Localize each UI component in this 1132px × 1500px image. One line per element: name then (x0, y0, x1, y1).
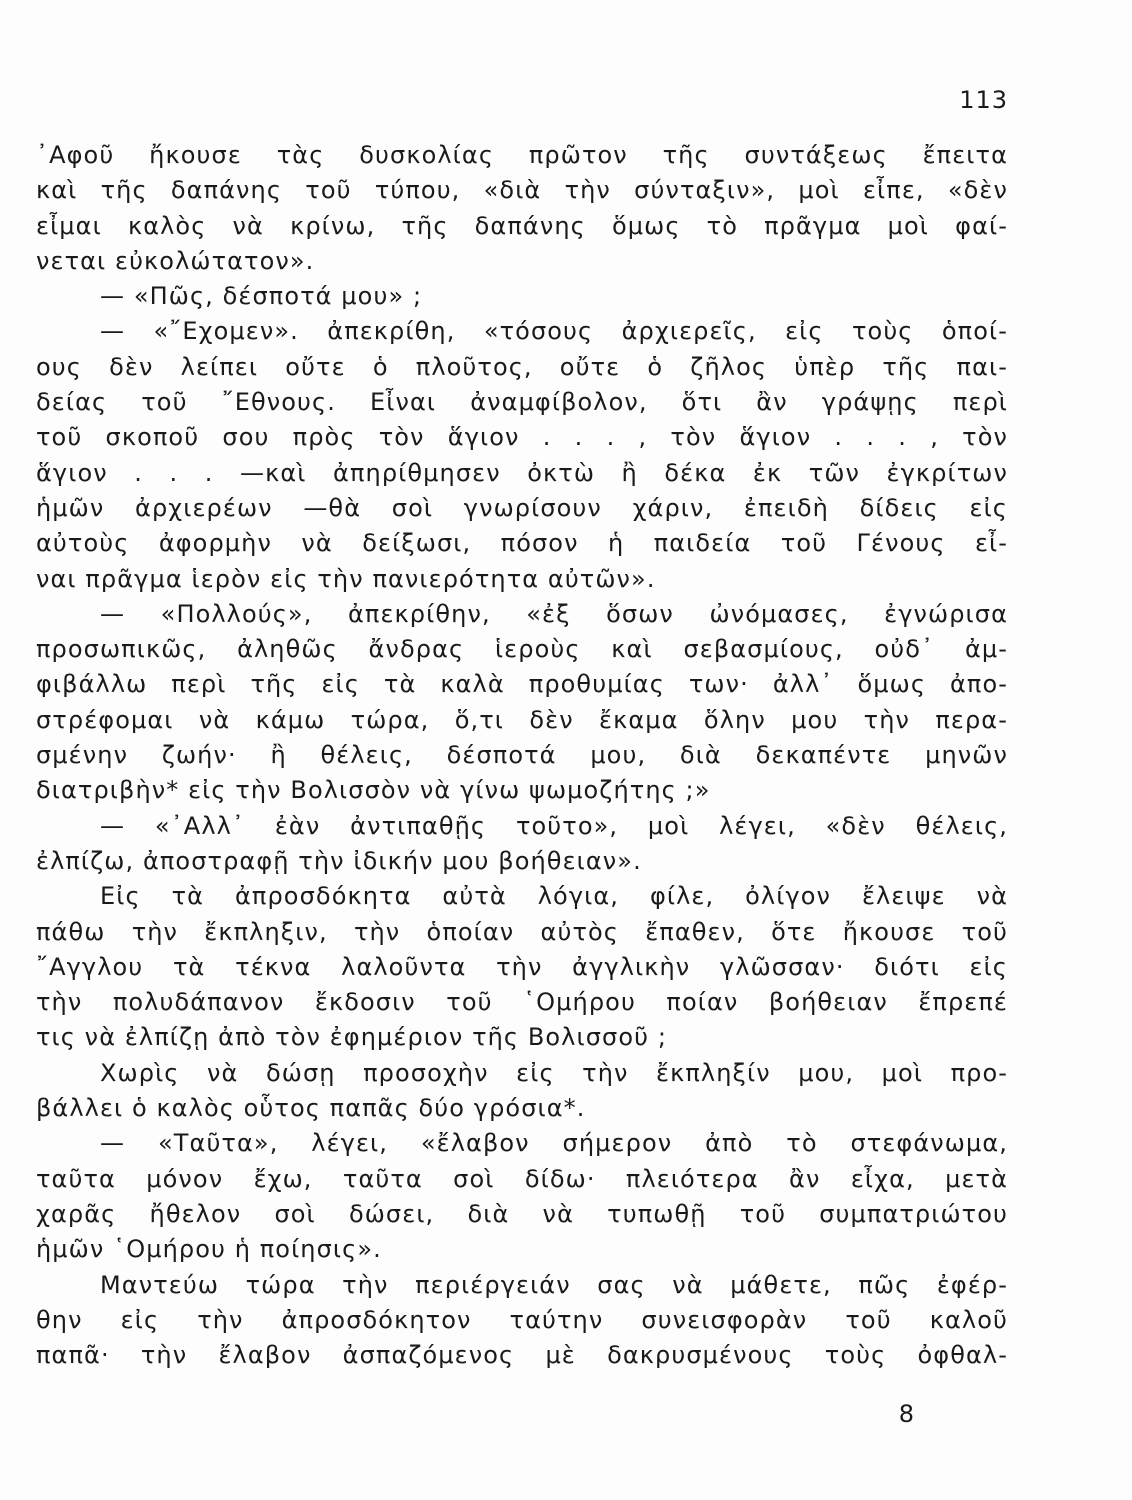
text-line: ἅγιον . . . —καὶ ἀπηρίθμησεν ὀκτὼ ἢ δέκα ἐκ τῶν ἐγκρίτων (36, 458, 1008, 487)
signature-mark: 8 (898, 1400, 914, 1428)
text-line: — «᾿Αλλ᾿ ἐὰν ἀντιπαθῇς τοῦτο», μοὶ λέγει, «δὲν θέλεις, (100, 811, 1008, 840)
text-line: Εἰς τὰ ἀπροσδόκητα αὐτὰ λόγια, φίλε, ὀλίγον ἔλειψε νὰ (100, 882, 1008, 911)
text-line: πάθω τὴν ἔκπληξιν, τὴν ὁποίαν αὐτὸς ἔπαθεν, ὅτε ἤκουσε τοῦ (36, 917, 1008, 946)
text-line: Μαντεύω τώρα τὴν περιέργειάν σας νὰ μάθετε, πῶς ἐφέρ- (100, 1270, 1008, 1299)
page-number: 113 (959, 86, 1008, 114)
text-line: ἡμῶν ἀρχιερέων —θὰ σοὶ γνωρίσουν χάριν, ἐπειδὴ δίδεις εἰς (36, 493, 1008, 522)
text-line: Χωρὶς νὰ δώσῃ προσοχὴν εἰς τὴν ἔκπληξίν μου, μοὶ προ- (100, 1058, 1008, 1087)
text-line: ῎Αγγλου τὰ τέκνα λαλοῦντα τὴν ἀγγλικὴν γλῶσσαν· διότι εἰς (36, 952, 1008, 981)
text-line: προσωπικῶς, ἀληθῶς ἄνδρας ἱεροὺς καὶ σεβασμίους, οὐδ᾿ ἀμ- (36, 635, 1008, 664)
text-line: βάλλει ὁ καλὸς οὗτος παπᾶς δύο γρόσια*. (36, 1094, 586, 1123)
text-line: θην εἰς τὴν ἀπροσδόκητον ταύτην συνεισφορὰν τοῦ καλοῦ (36, 1305, 1008, 1334)
text-line: εἶμαι καλὸς νὰ κρίνω, τῆς δαπάνης ὅμως τὸ πρᾶγμα μοὶ φαί- (36, 211, 1008, 240)
text-line: ους δὲν λείπει οὔτε ὁ πλοῦτος, οὔτε ὁ ζῆλος ὑπὲρ τῆς παι- (36, 352, 1008, 381)
text-line: τις νὰ ἐλπίζῃ ἀπὸ τὸν ἐφημέριον τῆς Βολισσοῦ ; (36, 1023, 668, 1052)
text-line: στρέφομαι νὰ κάμω τώρα, ὅ,τι δὲν ἔκαμα ὅλην μου τὴν περα- (36, 705, 1008, 734)
text-line: ταῦτα μόνον ἔχω, ταῦτα σοὶ δίδω· πλειότερα ἂν εἶχα, μετὰ (36, 1164, 1008, 1193)
text-line: νεται εὐκολώτατον». (36, 246, 315, 275)
text-line: — «Ταῦτα», λέγει, «ἔλαβον σήμερον ἀπὸ τὸ στεφάνωμα, (100, 1129, 1008, 1158)
text-line: τὴν πολυδάπανον ἔκδοσιν τοῦ ῾Ομήρου ποίαν βοήθειαν ἔπρεπέ (36, 988, 1008, 1017)
text-line: ἐλπίζω, ἀποστραφῇ τὴν ἰδικήν μου βοήθειαν». (36, 846, 642, 875)
body-text (36, 138, 1008, 1373)
text-line: διατριβὴν* εἰς τὴν Βολισσὸν νὰ γίνω ψωμοζήτης ;» (36, 776, 711, 805)
text-line: ἡμῶν ῾Ομήρου ἡ ποίησις». (36, 1235, 382, 1264)
text-line: τοῦ σκοποῦ σου πρὸς τὸν ἅγιον . . . , τὸν ἅγιον . . . , τὸν (36, 423, 1008, 452)
text-line: φιβάλλω περὶ τῆς εἰς τὰ καλὰ προθυμίας των· ἀλλ᾿ ὅμως ἀπο- (36, 670, 1008, 699)
text-line: σμένην ζωήν· ἢ θέλεις, δέσποτά μου, διὰ δεκαπέντε μηνῶν (36, 741, 1008, 770)
text-line: καὶ τῆς δαπάνης τοῦ τύπου, «διὰ τὴν σύνταξιν», μοὶ εἶπε, «δὲν (36, 176, 1008, 205)
text-line: — «Πῶς, δέσποτά μου» ; (100, 282, 423, 311)
text-line: παπᾶ· τὴν ἔλαβον ἀσπαζόμενος μὲ δακρυσμένους τοὺς ὀφθαλ- (36, 1341, 1008, 1370)
text-line: ᾿Αφοῦ ἤκουσε τὰς δυσκολίας πρῶτον τῆς συντάξεως ἔπειτα (36, 141, 1008, 169)
text-line: ναι πρᾶγμα ἱερὸν εἰς τὴν πανιερότητα αὐτῶν». (36, 564, 656, 593)
text-line: χαρᾶς ἤθελον σοὶ δώσει, διὰ νὰ τυπωθῇ τοῦ συμπατριώτου (36, 1199, 1008, 1228)
text-line: — «῎Εχομεν». ἀπεκρίθη, «τόσους ἀρχιερεῖς, εἰς τοὺς ὁποί- (100, 317, 1008, 346)
text-line: αὐτοὺς ἀφορμὴν νὰ δείξωσι, πόσον ἡ παιδεία τοῦ Γένους εἶ- (36, 529, 1008, 558)
text-line: δείας τοῦ ῎Εθνους. Εἶναι ἀναμφίβολον, ὅτι ἂν γράψῃς περὶ (36, 388, 1008, 417)
text-line: — «Πολλούς», ἀπεκρίθην, «ἐξ ὅσων ὠνόμασες, ἐγνώρισα (100, 599, 1008, 628)
